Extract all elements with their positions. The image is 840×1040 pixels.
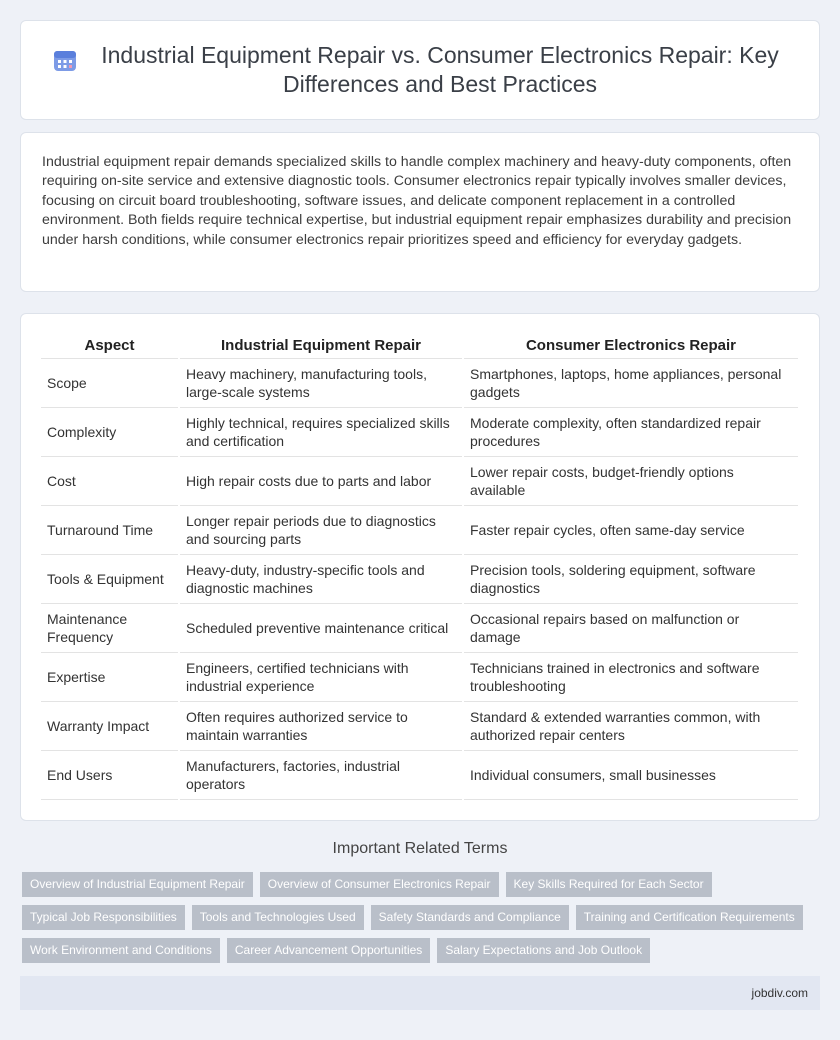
- cell-consumer: Precision tools, soldering equipment, software diagnostics: [463, 554, 798, 603]
- cell-aspect: Complexity: [41, 407, 179, 456]
- table-row: [41, 701, 798, 750]
- intro-card: [20, 132, 820, 292]
- table-header-row: [41, 334, 798, 358]
- table-row: [41, 456, 798, 505]
- cell-industrial: Heavy-duty, industry-specific tools and diagnostic machines: [179, 554, 463, 603]
- related-term-tag[interactable]: Work Environment and Conditions: [22, 938, 220, 963]
- cell-consumer: Standard & extended warranties common, with authorized repair centers: [463, 701, 798, 750]
- cell-consumer: Technicians trained in electronics and software troubleshooting: [463, 652, 798, 701]
- comparison-table: [41, 334, 798, 800]
- cell-aspect: Turnaround Time: [41, 505, 179, 554]
- header-card: [20, 20, 820, 120]
- related-term-tag[interactable]: Overview of Industrial Equipment Repair: [22, 872, 253, 897]
- cell-aspect: Cost: [41, 456, 179, 505]
- cell-industrial: Engineers, certified technicians with industrial experience: [179, 652, 463, 701]
- cell-aspect: Scope: [41, 358, 179, 407]
- related-term-tag[interactable]: Overview of Consumer Electronics Repair: [260, 872, 499, 897]
- cell-aspect: Tools & Equipment: [41, 554, 179, 603]
- comparison-table-card: [20, 313, 820, 821]
- cell-consumer: Lower repair costs, budget-friendly options available: [463, 456, 798, 505]
- footer: [20, 976, 820, 1010]
- related-terms-heading: Important Related Terms: [332, 840, 508, 857]
- related-term-tag[interactable]: Safety Standards and Compliance: [371, 905, 569, 930]
- title-wrap: [21, 21, 819, 119]
- cell-consumer: Individual consumers, small businesses: [463, 750, 798, 799]
- intro-paragraph: Industrial equipment repair demands specialized skills to handle complex machinery and heavy-duty components, often requiring on-site service and extensive diagnostic tools. Consumer electronics repair typically involves smaller devices, focusing on circuit board troubleshooting, software issues, and delicate component replacement in a controlled environment. Both fields require technical expertise, but industrial equipment repair emphasizes durability and precision under harsh conditions, while consumer electronics repair prioritizes speed and efficiency for everyday gadgets.: [42, 154, 792, 248]
- table-row: [41, 750, 798, 799]
- cell-industrial: Scheduled preventive maintenance critical: [179, 603, 463, 652]
- footer-site-link[interactable]: jobdiv.com: [751, 986, 808, 1000]
- cell-aspect: End Users: [41, 750, 179, 799]
- table-row: [41, 603, 798, 652]
- related-term-tag[interactable]: Key Skills Required for Each Sector: [506, 872, 712, 897]
- related-term-tag[interactable]: Training and Certification Requirements: [576, 905, 803, 930]
- page-title: Industrial Equipment Repair vs. Consumer Electronics Repair: Key Differences and Best Practices: [101, 42, 779, 97]
- cell-consumer: Faster repair cycles, often same-day service: [463, 505, 798, 554]
- cell-industrial: Highly technical, requires specialized skills and certification: [179, 407, 463, 456]
- related-term-tag[interactable]: Typical Job Responsibilities: [22, 905, 185, 930]
- cell-consumer: Moderate complexity, often standardized repair procedures: [463, 407, 798, 456]
- related-term-tag[interactable]: Salary Expectations and Job Outlook: [437, 938, 650, 963]
- table-row: [41, 505, 798, 554]
- cell-aspect: Warranty Impact: [41, 701, 179, 750]
- cell-aspect: Expertise: [41, 652, 179, 701]
- column-header-industrial: Industrial Equipment Repair: [179, 334, 463, 358]
- cell-industrial: Manufacturers, factories, industrial operators: [179, 750, 463, 799]
- related-terms-list: [22, 872, 822, 963]
- cell-industrial: Longer repair periods due to diagnostics and sourcing parts: [179, 505, 463, 554]
- cell-aspect: Maintenance Frequency: [41, 603, 179, 652]
- table-row: [41, 554, 798, 603]
- table-row: [41, 407, 798, 456]
- related-term-tag[interactable]: Career Advancement Opportunities: [227, 938, 430, 963]
- column-header-aspect: Aspect: [84, 337, 135, 355]
- cell-consumer: Occasional repairs based on malfunction or damage: [463, 603, 798, 652]
- table-row: [41, 652, 798, 701]
- table-row: [41, 358, 798, 407]
- cell-industrial: High repair costs due to parts and labor: [179, 456, 463, 505]
- related-term-tag[interactable]: Tools and Technologies Used: [192, 905, 364, 930]
- cell-consumer: Smartphones, laptops, home appliances, personal gadgets: [463, 358, 798, 407]
- cell-industrial: Heavy machinery, manufacturing tools, large-scale systems: [179, 358, 463, 407]
- cell-industrial: Often requires authorized service to maintain warranties: [179, 701, 463, 750]
- column-header-consumer: Consumer Electronics Repair: [463, 334, 798, 358]
